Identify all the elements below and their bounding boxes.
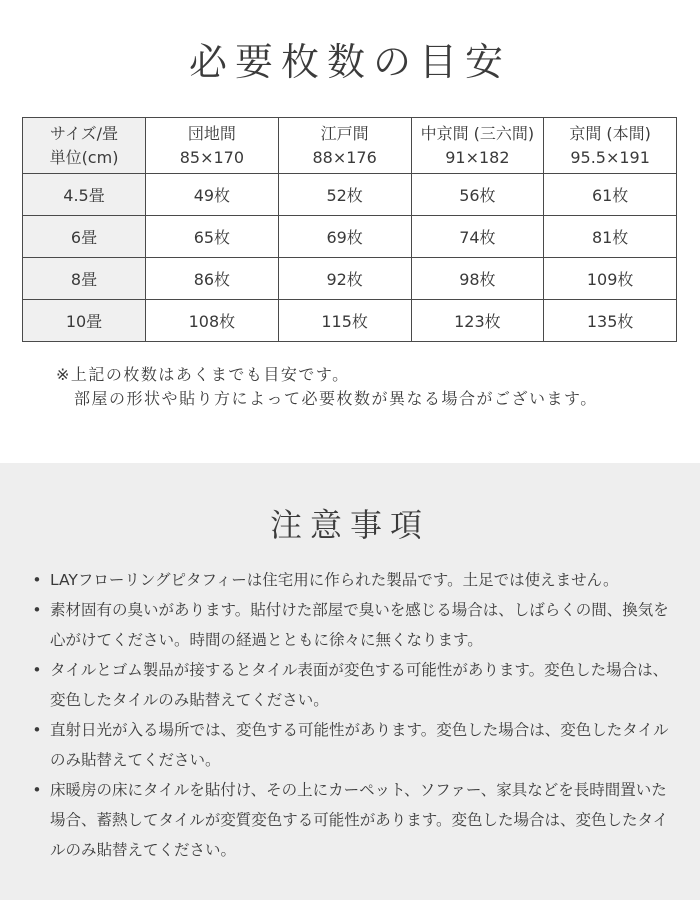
- column-header-kyoma: [544, 118, 677, 174]
- list-item-text: タイルとゴム製品が接するとタイル表面が変色する可能性があります。変色した場合は、変色したタイルのみ貼替えてください。: [50, 661, 669, 709]
- column-name: 中京間 (三六間): [420, 123, 535, 143]
- column-name: 江戸間: [320, 123, 369, 143]
- row-label: 6畳: [23, 216, 146, 258]
- row-label: 10畳: [23, 300, 146, 342]
- column-size: 85×170: [179, 147, 245, 167]
- row-label: 8畳: [23, 258, 146, 300]
- note-line-1: ※上記の枚数はあくまでも目安です。: [56, 365, 350, 384]
- list-item: [28, 565, 676, 595]
- table-header-row: [23, 118, 677, 174]
- list-item-text: 素材固有の臭いがあります。貼付けた部屋で臭いを感じる場合は、しばらくの間、換気を心がけてください。時間の経過とともに徐々に無くなります。: [50, 601, 669, 649]
- column-header-edoma: [278, 118, 411, 174]
- table-cell: 135枚: [544, 300, 677, 342]
- row-label: 4.5畳: [23, 174, 146, 216]
- list-item-text: LAYフローリングピタフィーは住宅用に作られた製品です。土足では使えません。: [50, 571, 619, 589]
- cautions-section: [0, 463, 700, 900]
- table-corner-header: [23, 118, 146, 174]
- caution-list: [28, 565, 676, 865]
- table-cell: 92枚: [278, 258, 411, 300]
- list-item: [28, 595, 676, 655]
- table-cell: 115枚: [278, 300, 411, 342]
- table-cell: 108枚: [146, 300, 279, 342]
- column-header-chukyoma: [411, 118, 544, 174]
- corner-line-1: サイズ/畳: [49, 123, 119, 143]
- table-cell: 49枚: [146, 174, 279, 216]
- bullet-icon: •: [32, 781, 42, 799]
- table-cell: 86枚: [146, 258, 279, 300]
- bullet-icon: •: [32, 721, 42, 739]
- section-title: 必要枚数の目安: [188, 40, 511, 84]
- list-item-text: 床暖房の床にタイルを貼付け、その上にカーペット、ソファー、家具などを長時間置いた場合、蓄熱してタイルが変質変色する可能性があります。変色した場合は、変色したタイルのみ貼替えてください。: [50, 781, 669, 859]
- column-size: 88×176: [312, 147, 377, 167]
- column-header-danchima: [146, 118, 279, 174]
- column-size: 95.5×191: [570, 147, 650, 167]
- column-name: 団地間: [187, 123, 236, 143]
- table-cell: 109枚: [544, 258, 677, 300]
- table-cell: 52枚: [278, 174, 411, 216]
- section-title: 注意事項: [269, 506, 430, 544]
- bullet-icon: •: [32, 571, 42, 589]
- table-row: [23, 300, 677, 342]
- table-cell: 123枚: [411, 300, 544, 342]
- table-cell: 69枚: [278, 216, 411, 258]
- table-cell: 98枚: [411, 258, 544, 300]
- list-item: [28, 715, 676, 775]
- table-cell: 56枚: [411, 174, 544, 216]
- quantity-table: [22, 117, 677, 342]
- note-line-2: 部屋の形状や貼り方によって必要枚数が異なる場合がございます。: [74, 389, 598, 408]
- table-row: [23, 216, 677, 258]
- estimate-notes: [56, 363, 676, 411]
- table-cell: 81枚: [544, 216, 677, 258]
- corner-line-2: 単位(cm): [49, 147, 119, 167]
- table-row: [23, 174, 677, 216]
- bullet-icon: •: [32, 661, 42, 679]
- list-item: [28, 775, 676, 865]
- list-item: [28, 655, 676, 715]
- bullet-icon: •: [32, 601, 42, 619]
- list-item-text: 直射日光が入る場所では、変色する可能性があります。変色した場合は、変色したタイルのみ貼替えてください。: [50, 721, 669, 769]
- table-row: [23, 258, 677, 300]
- table-cell: 74枚: [411, 216, 544, 258]
- column-size: 91×182: [445, 147, 510, 167]
- column-name: 京間 (本間): [569, 123, 651, 143]
- table-cell: 65枚: [146, 216, 279, 258]
- table-cell: 61枚: [544, 174, 677, 216]
